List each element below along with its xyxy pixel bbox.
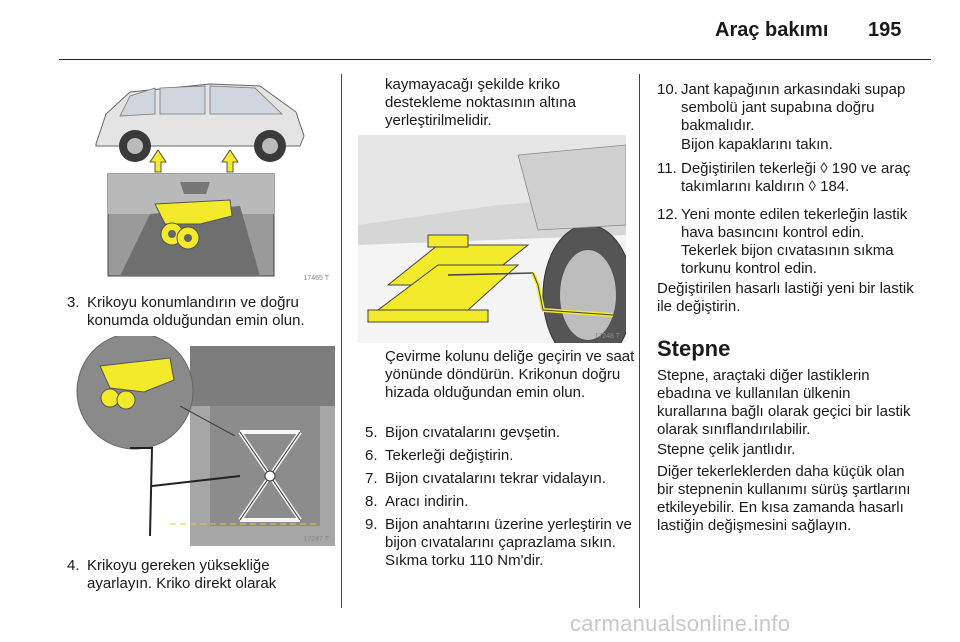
step-text: Tekerleği değiştirin. [385, 447, 514, 464]
step-8 [365, 493, 635, 511]
step-text: Krikoyu gereken yüksekliğe ayarlayın. Kriko direkt olarak [87, 557, 277, 592]
header-rule [59, 59, 931, 60]
stepne-paragraph-1: Stepne, araçtaki diğer lastiklerin ebadına ve kullanılan ülkenin kurallarına bağlı olarak geçici bir lastik olarak sınıflandırılabilir. [657, 367, 911, 438]
step-text: Bijon cıvatalarını gevşetin. [385, 424, 561, 441]
column-divider-right [639, 74, 640, 608]
step-10-extra: Bijon kapaklarını takın. [681, 136, 833, 153]
step-text: Krikoyu konumlandırın ve doğru konumda olduğundan emin olun. [87, 294, 305, 329]
step-5 [365, 424, 635, 442]
figure-jack-crank [358, 135, 626, 343]
step-4-continuation: kaymayacağı şekilde kriko destekleme noktasının altına yerleştirilmelidir. [385, 76, 576, 129]
stepne-paragraph-3: Diğer tekerleklerden daha küçük olan bir stepnenin kullanımı sürüş şartlarını etkileyebilir. En kısa zamanda hasarlı lastiğin değişmesini sağlayın. [657, 463, 911, 534]
step-text: Bijon anahtarını üzerine yerleştirin ve bijon cıvatalarını çaprazlama sıkın. Sıkma torku 110 Nm'dir. [385, 516, 632, 569]
step-number: 8. [365, 493, 378, 510]
page-number: 195 [868, 19, 902, 41]
chapter-title: Araç bakımı [715, 19, 829, 41]
step-number: 11. [657, 160, 677, 177]
figure-code: 17248 T [594, 333, 620, 340]
figure-jack-points [60, 74, 335, 285]
step-number: 3. [67, 294, 80, 311]
step-text: Bijon cıvatalarını tekrar vidalayın. [385, 470, 606, 487]
section-title-stepne: Stepne [657, 336, 731, 361]
figure-jack-position [60, 336, 335, 546]
watermark: carmanualsonline.info [570, 611, 791, 636]
step-text: Yeni monte edilen tekerleğin lastik hava basıncını kontrol edin. Tekerlek bijon cıvatasının sıkma torkunu kontrol edin. [681, 206, 908, 277]
step-7 [365, 470, 635, 488]
step-text: Aracı indirin. [385, 493, 469, 510]
column-divider-left [341, 74, 342, 608]
step-4 [67, 557, 337, 593]
step-number: 4. [67, 557, 80, 574]
step-9 [365, 516, 635, 570]
step-text: Değiştirilen tekerleği ◊ 190 ve araç takımlarını kaldırın ◊ 184. [681, 160, 911, 195]
step-11 [657, 160, 922, 196]
step-text: Jant kapağının arkasındaki supap sembolü jant supabına doğru bakmalıdır. [681, 81, 906, 134]
step-number: 9. [365, 516, 378, 533]
step-3 [67, 294, 337, 330]
step-number: 7. [365, 470, 378, 487]
step-6 [365, 447, 635, 465]
jack-points-illustration [60, 74, 335, 285]
figure-code: 17247 T [303, 536, 329, 543]
stepne-paragraph-2: Stepne çelik jantlıdır. [657, 441, 796, 458]
step-12 [657, 206, 922, 278]
step-number: 10. [657, 81, 678, 98]
step-number: 5. [365, 424, 378, 441]
jack-crank-illustration [358, 135, 626, 343]
step-10 [657, 81, 922, 135]
replacement-note: Değiştirilen hasarlı lastiği yeni bir lastik ile değiştirin. [657, 280, 914, 315]
step-number: 6. [365, 447, 378, 464]
figure-code: 17465 T [303, 275, 329, 282]
step-number: 12. [657, 206, 678, 223]
jack-position-illustration [60, 336, 335, 546]
crank-instruction: Çevirme kolunu deliğe geçirin ve saat yönünde döndürün. Krikonun doğru hizada olduğundan emin olun. [385, 348, 635, 401]
